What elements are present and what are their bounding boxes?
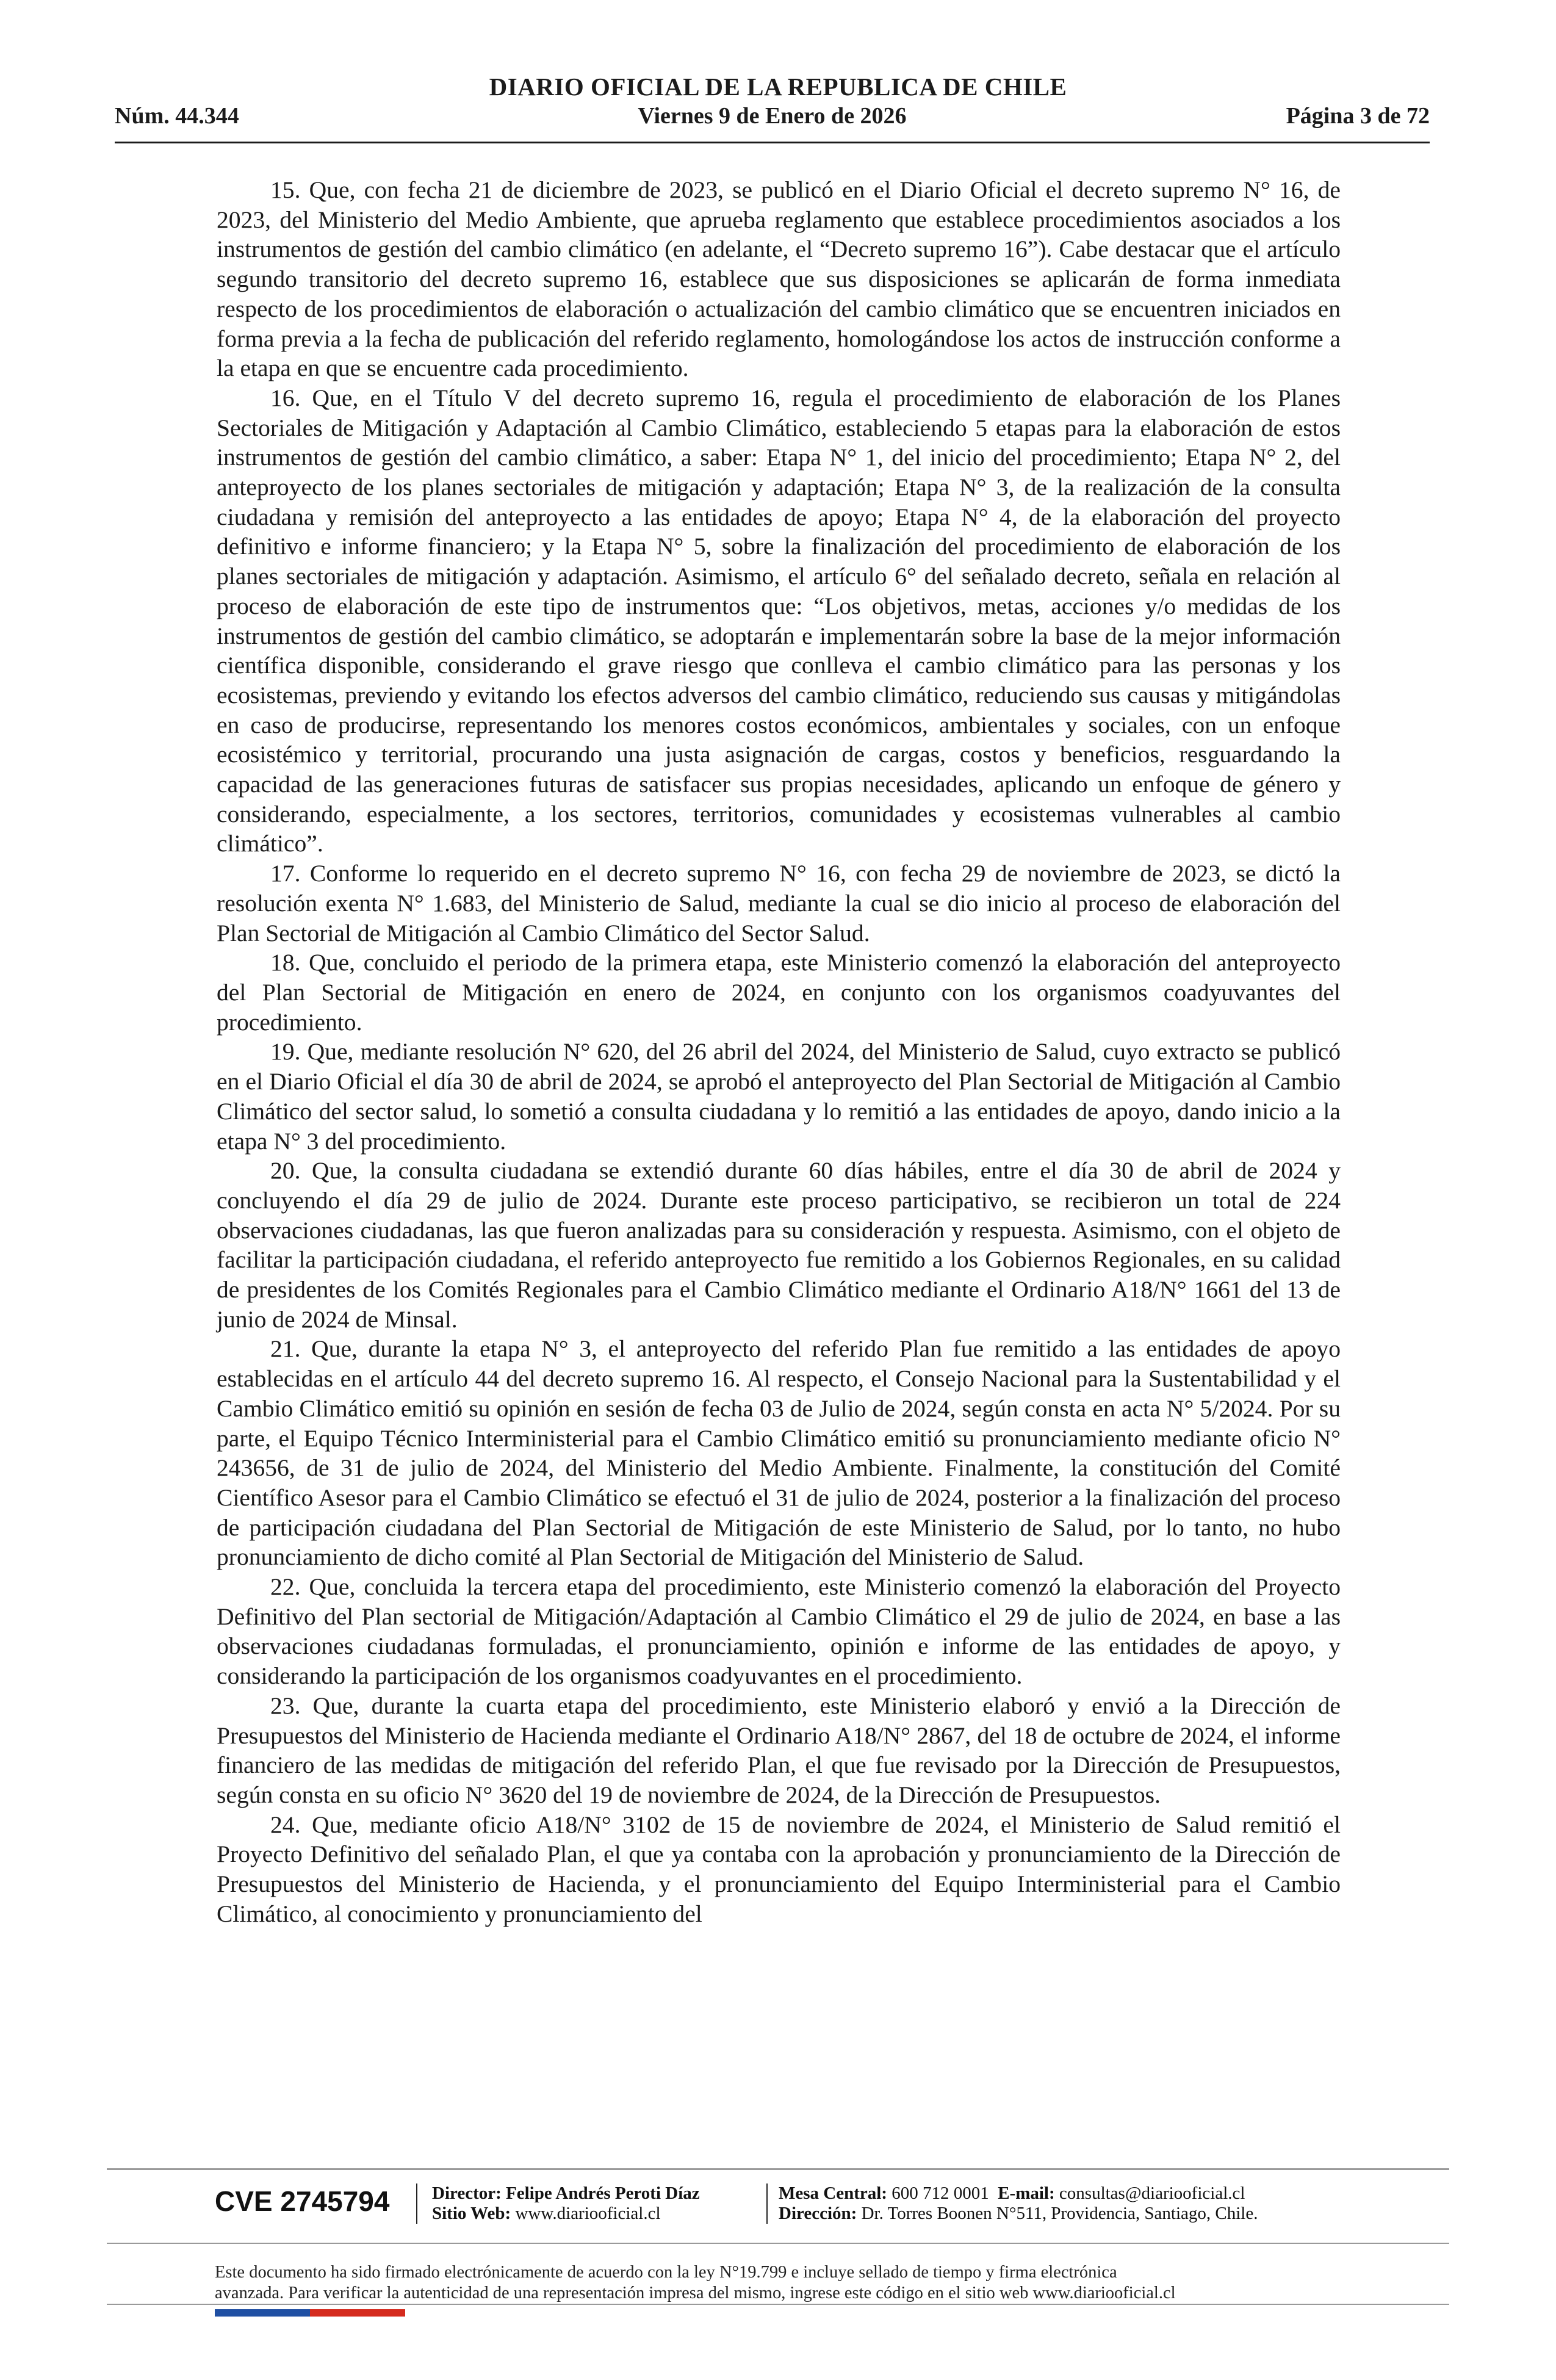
paragraph-21: 21. Que, durante la etapa N° 3, el anteproyecto del referido Plan fue remitido a las entidades de apoyo establecidas en el artículo 44 del decreto supremo 16. Al respecto, el Consejo Nacional para la Sustentabilidad y el Cambio Climático emitió su opinión en sesión de fecha 03 de Julio de 2024, según consta en acta N° 5/2024. Por su parte, el Equipo Técnico Interministerial para el Cambio Climático emitió su pronunciamiento mediante oficio N° 243656, de 31 de julio de 2024, del Ministerio del Medio Ambiente. Finalmente, la constitución del Comité Científico Asesor para el Cambio Climático se efectuó el 31 de julio de 2024, posterior a la finalización del proceso de participación ciudadana del Plan Sectorial de Mitigación de este Ministerio de Salud, por lo tanto, no hubo pronunciamiento de dicho comité al Plan Sectorial de Mitigación del Ministerio de Salud.: [217, 1335, 1341, 1571]
footer-divider-top: [107, 2168, 1449, 2170]
email-label: E-mail:: [998, 2183, 1055, 2203]
address-value: Dr. Torres Boonen N°511, Providencia, Santiago, Chile.: [861, 2204, 1258, 2223]
chile-flag-stripe: [215, 2309, 405, 2317]
document-body: [217, 175, 1341, 1928]
flag-blue-segment: [215, 2309, 310, 2317]
header-divider: [115, 142, 1430, 143]
footer-divider-middle: [107, 2243, 1449, 2244]
issue-number: Núm. 44.344: [115, 103, 239, 129]
website-label: Sitio Web:: [432, 2204, 511, 2223]
director-name: Felipe Andrés Peroti Díaz: [506, 2183, 700, 2203]
paragraph-17: 17. Conforme lo requerido en el decreto supremo N° 16, con fecha 29 de noviembre de 2023, se dictó la resolución exenta N° 1.683, del Ministerio de Salud, mediante la cual se dio inicio al proceso de elaboración del Plan Sectorial de Mitigación al Cambio Climático del Sector Salud.: [217, 860, 1341, 947]
paragraph-15: 15. Que, con fecha 21 de diciembre de 2023, se publicó en el Diario Oficial el decreto supremo N° 16, de 2023, del Ministerio del Medio Ambiente, que aprueba reglamento que establece procedimientos asociados a los instrumentos de gestión del cambio climático (en adelante, el “Decreto supremo 16”). Cabe destacar que el artículo segundo transitorio del decreto supremo 16, establece que sus disposiciones se aplicarán de forma inmediata respecto de los procedimientos de elaboración o actualización del cambio climático que se encuentren iniciados en forma previa a la fecha de publicación del referido reglamento, homologándose los actos de instrucción conforme a la etapa en que se encuentre cada procedimiento.: [217, 176, 1341, 382]
footer-contact-block: [779, 2183, 1258, 2224]
footer-divider-bottom: [107, 2304, 1449, 2305]
paragraph-23: 23. Que, durante la cuarta etapa del procedimiento, este Ministerio elaboró y envió a la Dirección de Presupuestos del Ministerio de Hacienda mediante el Ordinario A18/N° 2867, del 18 de octubre de 2024, el informe financiero de las medidas de mitigación del referido Plan, el que fue revisado por la Dirección de Presupuestos, según consta en su oficio N° 3620 del 19 de noviembre de 2024, de la Dirección de Presupuestos.: [217, 1692, 1341, 1808]
page-header: [0, 0, 1556, 140]
footer-director-block: [432, 2183, 700, 2224]
legal-notice: [215, 2262, 1374, 2304]
phone-label: Mesa Central:: [779, 2183, 887, 2203]
email-link[interactable]: consultas@diariooficial.cl: [1059, 2183, 1245, 2203]
legal-notice-line: Este documento ha sido firmado electrónicamente de acuerdo con la ley N°19.799 e incluye sellado de tiempo y firma electrónica: [215, 2263, 1117, 2282]
cve-code: CVE 2745794: [215, 2185, 390, 2217]
address-label: Dirección:: [779, 2204, 857, 2223]
phone-value: 600 712 0001: [891, 2183, 989, 2203]
director-label: Director:: [432, 2183, 502, 2203]
paragraph-20: 20. Que, la consulta ciudadana se extendió durante 60 días hábiles, entre el día 30 de abril de 2024 y concluyendo el día 29 de julio de 2024. Durante este proceso participativo, se recibieron un total de 224 observaciones ciudadanas, las que fueron analizadas para su consideración y respuesta. Asimismo, con el objeto de facilitar la participación ciudadana, el referido anteproyecto fue remitido a los Gobiernos Regionales, en su calidad de presidentes de los Comités Regionales para el Cambio Climático mediante el Ordinario A18/N° 1661 del 13 de junio de 2024 de Minsal.: [217, 1157, 1341, 1333]
paragraph-19: 19. Que, mediante resolución N° 620, del 26 abril del 2024, del Ministerio de Salud, cuyo extracto se publicó en el Diario Oficial el día 30 de abril de 2024, se aprobó el anteproyecto del Plan Sectorial de Mitigación al Cambio Climático del sector salud, lo sometió a consulta ciudadana y lo remitió a las entidades de apoyo, dando inicio a la etapa N° 3 del procedimiento.: [217, 1038, 1341, 1155]
footer-separator: [416, 2183, 417, 2224]
newspaper-title: DIARIO OFICIAL DE LA REPUBLICA DE CHILE: [489, 73, 1067, 101]
legal-notice-line: avanzada. Para verificar la autenticidad de una representación impresa del mismo, ingrese este código en el sitio web www.diariooficial.cl: [215, 2284, 1176, 2302]
paragraph-18: 18. Que, concluido el periodo de la primera etapa, este Ministerio comenzó la elaboración del anteproyecto del Plan Sectorial de Mitigación en enero de 2024, en conjunto con los organismos coadyuvantes del procedimiento.: [217, 949, 1341, 1036]
footer-separator: [766, 2183, 768, 2224]
issue-date: Viernes 9 de Enero de 2026: [638, 103, 907, 129]
paragraph-24: 24. Que, mediante oficio A18/N° 3102 de 15 de noviembre de 2024, el Ministerio de Salud remitió el Proyecto Definitivo del señalado Plan, el que ya contaba con la aprobación y pronunciamiento de la Dirección de Presupuestos del Ministerio de Hacienda, y el pronunciamiento del Equipo Interministerial para el Cambio Climático, al conocimiento y pronunciamiento del: [217, 1811, 1341, 1927]
flag-red-segment: [310, 2309, 405, 2317]
paragraph-16: 16. Que, en el Título V del decreto supremo 16, regula el procedimiento de elaboración de los Planes Sectoriales de Mitigación y Adaptación al Cambio Climático, estableciendo 5 etapas para la elaboración de estos instrumentos de gestión del cambio climático, a saber: Etapa N° 1, del inicio del procedimiento; Etapa N° 2, del anteproyecto de los planes sectoriales de mitigación y adaptación; Etapa N° 3, de la realización de la consulta ciudadana y remisión del anteproyecto a las entidades de apoyo; Etapa N° 4, de la elaboración del proyecto definitivo e informe financiero; y la Etapa N° 5, sobre la finalización del procedimiento de elaboración de los planes sectoriales de mitigación y adaptación. Asimismo, el artículo 6° del señalado decreto, señala en relación al proceso de elaboración de este tipo de instrumentos que: “Los objetivos, metas, acciones y/o medidas de los instrumentos de gestión del cambio climático, se adoptarán e implementarán sobre la base de la mejor información científica disponible, considerando el grave riesgo que conlleva el cambio climático para las personas y los ecosistemas, previendo y evitando los efectos adversos del cambio climático, reduciendo sus causas y mitigándolas en caso de producirse, representando los menores costos económicos, ambientales y sociales, con un enfoque ecosistémico y territorial, procurando una justa asignación de cargas, costos y beneficios, resguardando la capacidad de las generaciones futuras de satisfacer sus propias necesidades, aplicando un enfoque de género y considerando, especialmente, a los sectores, territorios, comunidades y ecosistemas vulnerables al cambio climático”.: [217, 384, 1341, 857]
paragraph-22: 22. Que, concluida la tercera etapa del procedimiento, este Ministerio comenzó la elaboración del Proyecto Definitivo del Plan sectorial de Mitigación/Adaptación al Cambio Climático el 29 de julio de 2024, en base a las observaciones ciudadanas formuladas, el pronunciamiento, opinión e informe de las entidades de apoyo, y considerando la participación de los organismos coadyuvantes en el procedimiento.: [217, 1573, 1341, 1690]
page-number: Página 3 de 72: [1286, 103, 1430, 129]
website-link[interactable]: www.diariooficial.cl: [515, 2204, 661, 2223]
